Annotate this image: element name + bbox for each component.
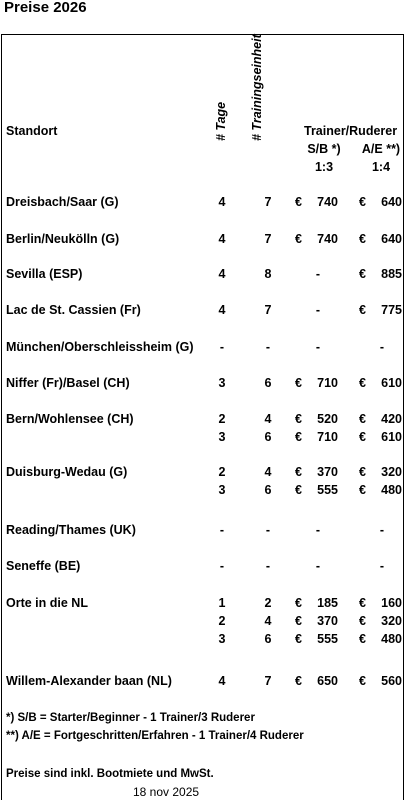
cell-tage: 3: [218, 632, 226, 646]
cell-tage: 2: [218, 412, 226, 426]
cell-sb: 370: [317, 614, 338, 628]
currency-symbol: €: [359, 232, 366, 246]
header-trainingseinheit: # Trainingseinheit: [250, 34, 264, 141]
header-ae-ratio: 1:4: [371, 160, 391, 174]
currency-symbol: €: [359, 412, 366, 426]
cell-ae: 885: [381, 267, 402, 281]
cell-ae: -: [379, 523, 385, 537]
cell-te: -: [265, 523, 271, 537]
header-tage: # Tage: [214, 101, 228, 141]
cell-tage: 2: [218, 614, 226, 628]
cell-tage: 2: [218, 465, 226, 479]
location-name: Orte in die NL: [6, 596, 88, 610]
currency-symbol: €: [295, 376, 302, 390]
location-name: München/Oberschleissheim (G): [6, 340, 194, 354]
location-name: Lac de St. Cassien (Fr): [6, 303, 141, 317]
cell-ae: 320: [381, 465, 402, 479]
cell-ae: 640: [381, 232, 402, 246]
cell-ae: 640: [381, 195, 402, 209]
cell-sb: 740: [317, 232, 338, 246]
header-standort: Standort: [6, 124, 58, 138]
currency-symbol: €: [295, 632, 302, 646]
cell-sb: 710: [317, 376, 338, 390]
currency-symbol: €: [359, 195, 366, 209]
location-name: Dreisbach/Saar (G): [6, 195, 119, 209]
cell-te: 7: [264, 303, 272, 317]
cell-te: -: [265, 340, 271, 354]
currency-symbol: €: [295, 195, 302, 209]
cell-tage: 4: [218, 195, 226, 209]
cell-sb: -: [315, 559, 321, 573]
cell-te: 6: [264, 430, 272, 444]
currency-symbol: €: [359, 430, 366, 444]
cell-tage: -: [219, 559, 225, 573]
cell-tage: -: [219, 340, 225, 354]
cell-te: 7: [264, 232, 272, 246]
cell-tage: 3: [218, 483, 226, 497]
cell-ae: 320: [381, 614, 402, 628]
page-title: Preise 2026: [4, 0, 87, 16]
cell-te: 8: [264, 267, 272, 281]
cell-sb: 520: [317, 412, 338, 426]
cell-tage: 4: [218, 232, 226, 246]
cell-ae: 560: [381, 674, 402, 688]
currency-symbol: €: [295, 614, 302, 628]
cell-tage: 4: [218, 303, 226, 317]
cell-tage: 3: [218, 430, 226, 444]
cell-sb: -: [315, 523, 321, 537]
currency-symbol: €: [295, 232, 302, 246]
currency-symbol: €: [359, 632, 366, 646]
currency-symbol: €: [359, 483, 366, 497]
header-trainer-ruderer: Trainer/Ruderer: [304, 124, 398, 138]
cell-sb: 555: [317, 483, 338, 497]
header-sb: S/B *): [307, 142, 341, 156]
currency-symbol: €: [295, 465, 302, 479]
header-ae: A/E **): [361, 142, 401, 156]
footnote-ae: **) A/E = Fortgeschritten/Erfahren - 1 Trainer/4 Ruderer: [6, 730, 304, 742]
currency-symbol: €: [359, 303, 366, 317]
location-name: Seneffe (BE): [6, 559, 81, 573]
location-name: Duisburg-Wedau (G): [6, 465, 128, 479]
currency-symbol: €: [359, 674, 366, 688]
cell-sb: 650: [317, 674, 338, 688]
cell-te: 2: [264, 596, 272, 610]
cell-tage: 3: [218, 376, 226, 390]
cell-ae: 775: [381, 303, 402, 317]
location-name: Niffer (Fr)/Basel (CH): [6, 376, 130, 390]
currency-symbol: €: [295, 674, 302, 688]
cell-sb: 740: [317, 195, 338, 209]
cell-sb: 370: [317, 465, 338, 479]
footnote-date: 18 nov 2025: [133, 785, 200, 799]
location-name: Sevilla (ESP): [6, 267, 83, 281]
location-name: Berlin/Neukölln (G): [6, 232, 120, 246]
cell-tage: 4: [218, 267, 226, 281]
cell-ae: 480: [381, 483, 402, 497]
cell-ae: -: [379, 559, 385, 573]
cell-ae: -: [379, 340, 385, 354]
cell-sb: -: [315, 303, 321, 317]
cell-sb: 185: [317, 596, 338, 610]
currency-symbol: €: [295, 596, 302, 610]
cell-sb: -: [315, 267, 321, 281]
cell-te: 4: [264, 614, 272, 628]
currency-symbol: €: [359, 614, 366, 628]
footnote-sb: *) S/B = Starter/Beginner - 1 Trainer/3 Ruderer: [6, 712, 255, 724]
currency-symbol: €: [295, 412, 302, 426]
cell-ae: 610: [381, 430, 402, 444]
cell-tage: -: [219, 523, 225, 537]
cell-te: 7: [264, 674, 272, 688]
price-table: [1, 34, 404, 800]
cell-te: 4: [264, 465, 272, 479]
location-name: Reading/Thames (UK): [6, 523, 136, 537]
header-sb-ratio: 1:3: [314, 160, 334, 174]
currency-symbol: €: [359, 267, 366, 281]
location-name: Willem-Alexander baan (NL): [6, 674, 172, 688]
cell-te: 6: [264, 376, 272, 390]
cell-sb: 555: [317, 632, 338, 646]
cell-te: 4: [264, 412, 272, 426]
cell-sb: -: [315, 340, 321, 354]
cell-te: 7: [264, 195, 272, 209]
cell-ae: 420: [381, 412, 402, 426]
currency-symbol: €: [359, 376, 366, 390]
cell-tage: 1: [218, 596, 226, 610]
currency-symbol: €: [359, 465, 366, 479]
cell-sb: 710: [317, 430, 338, 444]
footnote-inclusive: Preise sind inkl. Bootmiete und MwSt.: [6, 768, 214, 780]
cell-ae: 480: [381, 632, 402, 646]
currency-symbol: €: [359, 596, 366, 610]
cell-ae: 160: [381, 596, 402, 610]
location-name: Bern/Wohlensee (CH): [6, 412, 134, 426]
currency-symbol: €: [295, 430, 302, 444]
cell-ae: 610: [381, 376, 402, 390]
cell-te: -: [265, 559, 271, 573]
currency-symbol: €: [295, 483, 302, 497]
cell-te: 6: [264, 483, 272, 497]
cell-te: 6: [264, 632, 272, 646]
cell-tage: 4: [218, 674, 226, 688]
